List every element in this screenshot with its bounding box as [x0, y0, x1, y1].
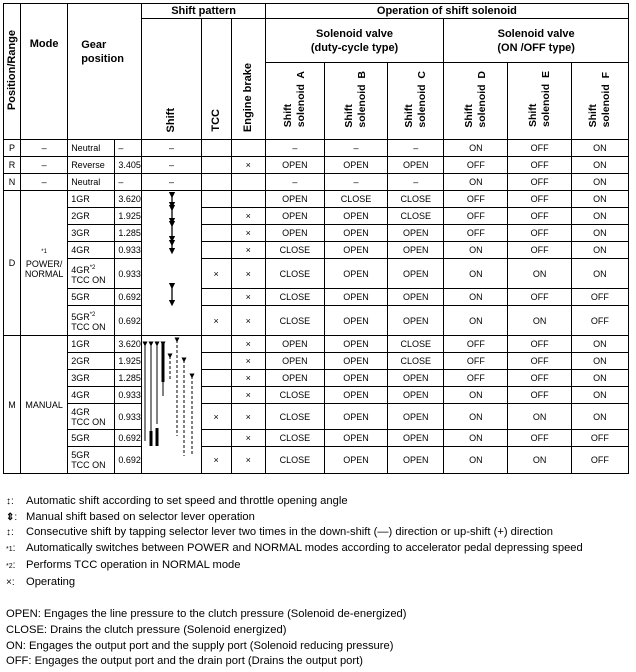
engine-brake-cell: ×: [231, 447, 265, 474]
shift-solenoid-table: [3, 3, 629, 474]
solenoid-b-cell: OPEN: [324, 336, 387, 353]
header-solenoid-c: Shift solenoid C: [388, 63, 444, 140]
solenoid-d-cell: OFF: [444, 353, 508, 370]
header-mode: Mode: [21, 4, 68, 140]
solenoid-b-cell: OPEN: [324, 259, 387, 289]
gear-cell: 2GR: [68, 353, 115, 370]
engine-brake-cell: [231, 140, 265, 157]
footnote-marker: *2:: [6, 559, 16, 571]
legend-item: [6, 558, 632, 575]
ratio-cell: 3.620: [115, 191, 142, 208]
engine-brake-cell: ×: [231, 336, 265, 353]
auto-shift-arrow-icon: ↕:: [6, 496, 14, 507]
table-row: [4, 306, 629, 336]
manual-shift-arrow-icon: ⇕:: [6, 511, 18, 523]
solenoid-a-cell: –: [265, 174, 324, 191]
table-row: [4, 191, 629, 208]
solenoid-e-cell: OFF: [508, 353, 571, 370]
solenoid-a-cell: OPEN: [265, 157, 324, 174]
solenoid-b-cell: OPEN: [324, 430, 387, 447]
ratio-cell: 1.285: [115, 225, 142, 242]
solenoid-e-cell: OFF: [508, 430, 571, 447]
solenoid-a-cell: OPEN: [265, 370, 324, 387]
solenoid-f-cell: ON: [571, 225, 628, 242]
solenoid-b-cell: OPEN: [324, 306, 387, 336]
gear-cell: 3GR: [68, 370, 115, 387]
solenoid-d-cell: ON: [444, 242, 508, 259]
legend: [6, 494, 632, 590]
solenoid-d-cell: ON: [444, 387, 508, 404]
gear-cell: 5GR: [68, 430, 115, 447]
table-row: [4, 370, 629, 387]
solenoid-c-cell: OPEN: [388, 447, 444, 474]
table-row: [4, 336, 629, 353]
table-row: [4, 174, 629, 191]
legend-item: [6, 494, 632, 510]
engine-brake-cell: ×: [231, 430, 265, 447]
solenoid-d-cell: ON: [444, 174, 508, 191]
engine-brake-cell: ×: [231, 225, 265, 242]
position-cell: R: [4, 157, 21, 174]
legend-item: [6, 575, 632, 591]
tcc-cell: [201, 336, 231, 353]
solenoid-b-cell: OPEN: [324, 353, 387, 370]
engine-brake-cell: [231, 174, 265, 191]
solenoid-c-cell: –: [388, 174, 444, 191]
gear-cell: 5GR: [68, 289, 115, 306]
gear-cell: 1GR: [68, 191, 115, 208]
legend-text: Consecutive shift by tapping selector lever two times in the down-shift (—) direction or up-shift (+) direction: [26, 526, 553, 539]
solenoid-f-cell: ON: [571, 157, 628, 174]
ratio-cell: 1.285: [115, 370, 142, 387]
ratio-cell: –: [115, 174, 142, 191]
ratio-cell: 0.692: [115, 289, 142, 306]
header-engine-brake: Engine brake: [231, 19, 265, 140]
solenoid-e-cell: OFF: [508, 370, 571, 387]
position-cell: M: [4, 336, 21, 474]
gear-cell: 4GR$^{*2}$ TCC ON: [68, 259, 115, 289]
legend-item: [6, 541, 632, 558]
table-row: [4, 157, 629, 174]
solenoid-f-cell: ON: [571, 208, 628, 225]
mode-label: POWER/ NORMAL: [24, 259, 64, 279]
solenoid-a-cell: OPEN: [265, 208, 324, 225]
solenoid-b-cell: OPEN: [324, 404, 387, 430]
table-row: [4, 387, 629, 404]
engine-brake-cell: ×: [231, 404, 265, 430]
solenoid-f-cell: OFF: [571, 430, 628, 447]
solenoid-b-cell: OPEN: [324, 242, 387, 259]
header-onoff-valve: Solenoid valve (ON /OFF type): [444, 19, 629, 63]
legend-text: Manual shift based on selector lever operation: [26, 510, 255, 523]
tcc-cell: ×: [201, 404, 231, 430]
gear-cell: 5GR$^{*2}$ TCC ON: [68, 306, 115, 336]
solenoid-c-cell: OPEN: [388, 242, 444, 259]
engine-brake-cell: ×: [231, 353, 265, 370]
ratio-cell: –: [115, 140, 142, 157]
solenoid-e-cell: OFF: [508, 174, 571, 191]
header-solenoid-a: Shift solenoid A: [265, 63, 324, 140]
header-gear-position: Gear position: [68, 4, 142, 140]
legend-text: Automatic shift according to set speed and throttle opening angle: [26, 495, 348, 507]
tcc-cell: ×: [201, 306, 231, 336]
header-solenoid-d: Shift solenoid D: [444, 63, 508, 140]
tcc-cell: [201, 242, 231, 259]
gear-cell: 1GR: [68, 336, 115, 353]
header-solenoid-b: Shift solenoid B: [324, 63, 387, 140]
solenoid-c-cell: OPEN: [388, 430, 444, 447]
gear-cell: 4GR: [68, 242, 115, 259]
table-row: [4, 259, 629, 289]
footnote-marker: *1: [41, 249, 47, 255]
solenoid-a-cell: CLOSE: [265, 242, 324, 259]
note-on: ON: Engages the output port and the supply port (Solenoid reducing pressure): [6, 639, 394, 652]
operating-mark-icon: ×:: [6, 576, 15, 588]
solenoid-e-cell: ON: [508, 447, 571, 474]
header-operation: Operation of shift solenoid: [265, 4, 628, 19]
solenoid-c-cell: OPEN: [388, 225, 444, 242]
gear-cell: 5GR TCC ON: [68, 447, 115, 474]
manual-shift-arrows: [142, 336, 201, 464]
gear-cell: 3GR: [68, 225, 115, 242]
tcc-cell: [201, 430, 231, 447]
tcc-cell: [201, 157, 231, 174]
note-open: OPEN: Engages the line pressure to the clutch pressure (Solenoid de-energized): [6, 608, 407, 620]
shift-arrows-d: [142, 191, 201, 336]
engine-brake-cell: ×: [231, 387, 265, 404]
solenoid-a-cell: OPEN: [265, 225, 324, 242]
tcc-cell: [201, 191, 231, 208]
tcc-cell: [201, 140, 231, 157]
solenoid-b-cell: –: [324, 174, 387, 191]
tcc-cell: [201, 225, 231, 242]
engine-brake-cell: ×: [231, 306, 265, 336]
position-cell: N: [4, 174, 21, 191]
shift-cell: –: [142, 140, 201, 157]
solenoid-c-cell: CLOSE: [388, 353, 444, 370]
mode-cell: –: [21, 174, 68, 191]
header-solenoid-f: Shift solenoid F: [571, 63, 628, 140]
table-row: [4, 140, 629, 157]
solenoid-a-cell: CLOSE: [265, 259, 324, 289]
note-close: CLOSE: Drains the clutch pressure (Solenoid energized): [6, 623, 287, 636]
solenoid-d-cell: OFF: [444, 208, 508, 225]
position-cell: P: [4, 140, 21, 157]
solenoid-c-cell: CLOSE: [388, 191, 444, 208]
ratio-cell: 0.692: [115, 306, 142, 336]
solenoid-e-cell: OFF: [508, 140, 571, 157]
solenoid-e-cell: ON: [508, 404, 571, 430]
solenoid-f-cell: OFF: [571, 447, 628, 474]
consecutive-shift-arrow-icon: ↕:: [6, 527, 14, 539]
tcc-cell: ×: [201, 259, 231, 289]
engine-brake-cell: ×: [231, 157, 265, 174]
solenoid-f-cell: ON: [571, 336, 628, 353]
solenoid-e-cell: ON: [508, 259, 571, 289]
solenoid-a-cell: CLOSE: [265, 447, 324, 474]
solenoid-a-cell: CLOSE: [265, 430, 324, 447]
mode-cell: –: [21, 140, 68, 157]
table-row: [4, 447, 629, 474]
header-duty-valve: Solenoid valve (duty-cycle type): [265, 19, 444, 63]
solenoid-c-cell: CLOSE: [388, 336, 444, 353]
engine-brake-cell: ×: [231, 208, 265, 225]
shift-arrows-m: [142, 336, 201, 474]
tcc-cell: [201, 289, 231, 306]
mode-cell: –: [21, 157, 68, 174]
header-solenoid-e: Shift solenoid E: [508, 63, 571, 140]
shift-cell: –: [142, 174, 201, 191]
table-row: [4, 225, 629, 242]
solenoid-a-cell: CLOSE: [265, 387, 324, 404]
legend-text: Automatically switches between POWER and NORMAL modes according to accelerator pedal depressing speed: [26, 542, 583, 555]
solenoid-d-cell: OFF: [444, 157, 508, 174]
header-tcc: TCC: [201, 19, 231, 140]
ratio-cell: 3.405: [115, 157, 142, 174]
solenoid-b-cell: OPEN: [324, 289, 387, 306]
gear-cell: 4GR TCC ON: [68, 404, 115, 430]
solenoid-c-cell: OPEN: [388, 387, 444, 404]
solenoid-d-cell: OFF: [444, 191, 508, 208]
solenoid-b-cell: OPEN: [324, 225, 387, 242]
solenoid-a-cell: OPEN: [265, 191, 324, 208]
gear-cell: Neutral: [68, 140, 115, 157]
solenoid-e-cell: OFF: [508, 208, 571, 225]
solenoid-e-cell: OFF: [508, 242, 571, 259]
solenoid-c-cell: OPEN: [388, 370, 444, 387]
header-position-range: Position/Range: [4, 4, 21, 140]
legend-item: [6, 525, 632, 541]
header-shift: Shift: [142, 19, 201, 140]
ratio-cell: 0.933: [115, 242, 142, 259]
ratio-cell: 3.620: [115, 336, 142, 353]
engine-brake-cell: ×: [231, 242, 265, 259]
legend-text: Performs TCC operation in NORMAL mode: [26, 558, 241, 571]
solenoid-e-cell: OFF: [508, 191, 571, 208]
header-shift-pattern: Shift pattern: [142, 4, 265, 19]
solenoid-e-cell: OFF: [508, 225, 571, 242]
table-row: [4, 242, 629, 259]
solenoid-c-cell: OPEN: [388, 289, 444, 306]
solenoid-f-cell: ON: [571, 404, 628, 430]
solenoid-c-cell: CLOSE: [388, 208, 444, 225]
solenoid-f-cell: ON: [571, 174, 628, 191]
table-row: [4, 430, 629, 447]
solenoid-f-cell: OFF: [571, 306, 628, 336]
table-row: [4, 289, 629, 306]
solenoid-b-cell: OPEN: [324, 370, 387, 387]
solenoid-d-cell: OFF: [444, 225, 508, 242]
tcc-cell: [201, 208, 231, 225]
solenoid-e-cell: ON: [508, 306, 571, 336]
solenoid-f-cell: ON: [571, 242, 628, 259]
table-row: [4, 208, 629, 225]
mode-cell: MANUAL: [21, 336, 68, 474]
tcc-cell: ×: [201, 447, 231, 474]
solenoid-d-cell: ON: [444, 289, 508, 306]
solenoid-e-cell: OFF: [508, 387, 571, 404]
solenoid-b-cell: OPEN: [324, 157, 387, 174]
ratio-cell: 0.933: [115, 404, 142, 430]
solenoid-a-cell: OPEN: [265, 353, 324, 370]
solenoid-c-cell: OPEN: [388, 306, 444, 336]
solenoid-d-cell: OFF: [444, 336, 508, 353]
legend-text: Operating: [26, 575, 76, 588]
solenoid-d-cell: ON: [444, 447, 508, 474]
solenoid-f-cell: OFF: [571, 289, 628, 306]
gear-cell: 2GR: [68, 208, 115, 225]
ratio-cell: 1.925: [115, 353, 142, 370]
position-cell: D: [4, 191, 21, 336]
solenoid-a-cell: CLOSE: [265, 289, 324, 306]
tcc-cell: [201, 387, 231, 404]
solenoid-a-cell: CLOSE: [265, 404, 324, 430]
mode-cell: [21, 191, 68, 336]
ratio-cell: 0.692: [115, 447, 142, 474]
footnote-marker: *1:: [6, 543, 16, 555]
solenoid-b-cell: OPEN: [324, 447, 387, 474]
engine-brake-cell: ×: [231, 289, 265, 306]
solenoid-f-cell: ON: [571, 140, 628, 157]
solenoid-f-cell: ON: [571, 191, 628, 208]
solenoid-e-cell: OFF: [508, 336, 571, 353]
legend-item: [6, 510, 632, 526]
solenoid-b-cell: –: [324, 140, 387, 157]
solenoid-d-cell: OFF: [444, 370, 508, 387]
solenoid-a-cell: CLOSE: [265, 306, 324, 336]
engine-brake-cell: [231, 191, 265, 208]
solenoid-f-cell: ON: [571, 353, 628, 370]
solenoid-d-cell: ON: [444, 140, 508, 157]
shift-cell: –: [142, 157, 201, 174]
ratio-cell: 0.933: [115, 387, 142, 404]
solenoid-b-cell: OPEN: [324, 387, 387, 404]
solenoid-d-cell: ON: [444, 259, 508, 289]
state-notes: [6, 607, 407, 670]
solenoid-c-cell: OPEN: [388, 259, 444, 289]
tcc-cell: [201, 370, 231, 387]
auto-shift-arrows: [142, 191, 201, 332]
solenoid-d-cell: ON: [444, 430, 508, 447]
solenoid-f-cell: ON: [571, 259, 628, 289]
solenoid-b-cell: CLOSE: [324, 191, 387, 208]
solenoid-f-cell: ON: [571, 370, 628, 387]
gear-cell: Reverse: [68, 157, 115, 174]
ratio-cell: 0.692: [115, 430, 142, 447]
gear-cell: Neutral: [68, 174, 115, 191]
solenoid-d-cell: ON: [444, 306, 508, 336]
engine-brake-cell: ×: [231, 259, 265, 289]
solenoid-a-cell: –: [265, 140, 324, 157]
solenoid-c-cell: –: [388, 140, 444, 157]
ratio-cell: 1.925: [115, 208, 142, 225]
solenoid-c-cell: OPEN: [388, 404, 444, 430]
ratio-cell: 0.933: [115, 259, 142, 289]
tcc-cell: [201, 174, 231, 191]
table-row: [4, 404, 629, 430]
note-off: OFF: Engages the output port and the drain port (Drains the output port): [6, 655, 363, 668]
table-row: [4, 353, 629, 370]
engine-brake-cell: ×: [231, 370, 265, 387]
solenoid-e-cell: OFF: [508, 289, 571, 306]
gear-cell: 4GR: [68, 387, 115, 404]
solenoid-f-cell: ON: [571, 387, 628, 404]
solenoid-b-cell: OPEN: [324, 208, 387, 225]
solenoid-c-cell: OPEN: [388, 157, 444, 174]
solenoid-d-cell: ON: [444, 404, 508, 430]
solenoid-a-cell: OPEN: [265, 336, 324, 353]
tcc-cell: [201, 353, 231, 370]
solenoid-e-cell: OFF: [508, 157, 571, 174]
